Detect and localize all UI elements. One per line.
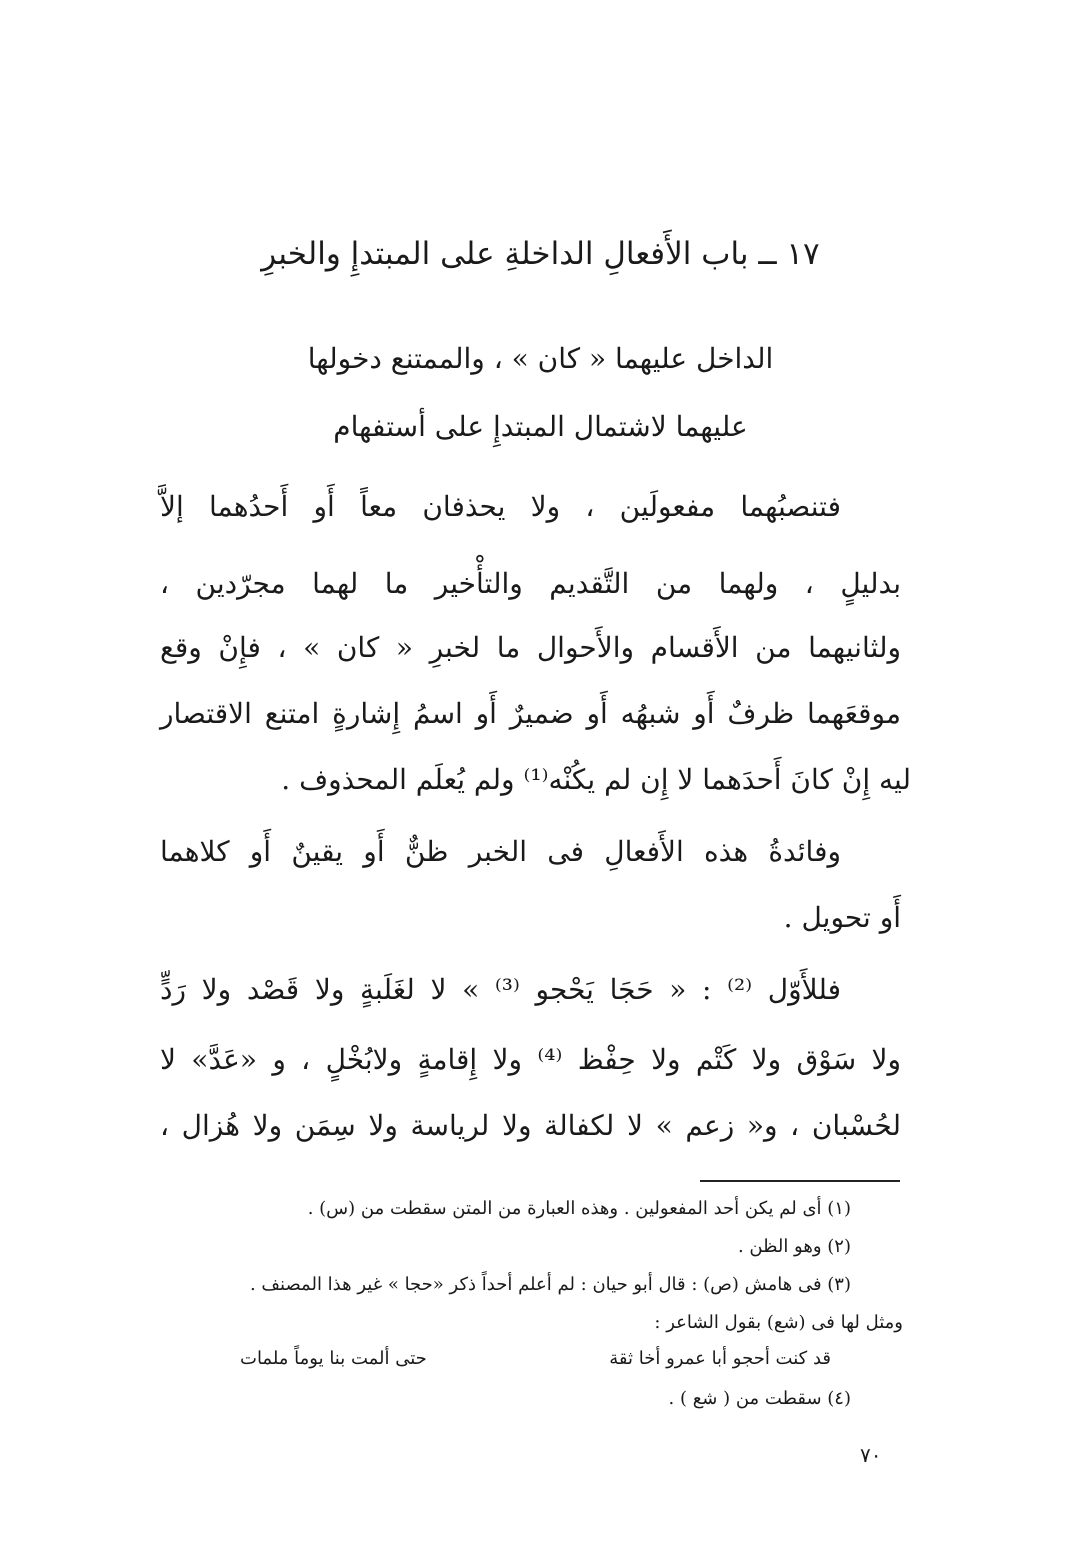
body-text-line: بدليلٍ ، ولهما من التَّقديم والتأْخير ما لهما مجرّدين ، bbox=[160, 567, 901, 600]
section-subheading-line-2: عليهما لاشتمال المبتدإِ على أستفهام bbox=[333, 410, 748, 443]
body-text-line: موقعَهما ظرفٌ أَو شبهُه أَو ضميرٌ أَو اسمُ إِشارةٍ امتنع الاقتصار bbox=[160, 697, 901, 730]
body-text-line: ولا سَوْق ولا كَتْم ولا حِفْظ ⁽⁴⁾ ولا إِقامةٍ ولابُخْلٍ ، و «عَدَّ» لا bbox=[160, 1043, 901, 1076]
footnote-3: (٣) فى هامش (ص) : قال أبو حيان : لم أعلم أحداً ذكر «حجا » غير هذا المصنف . bbox=[249, 1274, 851, 1295]
footnote-3-continuation: ومثل لها فى (شع) بقول الشاعر : bbox=[654, 1312, 903, 1333]
footnote-2: (٢) وهو الظن . bbox=[737, 1236, 851, 1257]
verse-second-hemistich: حتى ألمت بنا يوماً ملمات bbox=[240, 1348, 427, 1369]
body-text-line: وفائدةُ هذه الأَفعالِ فى الخبر ظنٌّ أَو يقينٌ أَو كلاهما bbox=[160, 835, 841, 868]
chapter-title: ١٧ ــ باب الأَفعالِ الداخلةِ على المبتدإِ والخبرِ bbox=[261, 236, 820, 272]
body-text-line: ليه إِنْ كانَ أَحدَهما لا إِن لم يكُنْه⁽¹⁾ ولم يُعلَم المحذوف . bbox=[281, 763, 911, 796]
body-text-line: أَو تحويل . bbox=[783, 901, 901, 934]
footnote-divider bbox=[700, 1180, 900, 1182]
body-text-line: لحُسْبان ، و« زعم » لا لكفالة ولا لرياسة ولا سِمَن ولا هُزال ، bbox=[160, 1109, 901, 1142]
body-text-line: فتنصبُهما مفعولَين ، ولا يحذفان معاً أَو أَحدُهما إلاَّ bbox=[160, 490, 841, 523]
section-subheading-line-1: الداخل عليهما « كان » ، والممتنع دخولها bbox=[307, 342, 774, 375]
footnote-1: (١) أى لم يكن أحد المفعولين . وهذه العبارة من المتن سقطت من (س) . bbox=[307, 1198, 851, 1219]
body-text-line: فللأَوّل ⁽²⁾ : « حَجَا يَحْجو ⁽³⁾ » لا لغَلَبةٍ ولا قَصْد ولا رَدٍّ bbox=[160, 973, 841, 1006]
page-number: ٧٠ bbox=[860, 1443, 882, 1467]
body-text-line: ولثانيهما من الأَقسام والأَحوال ما لخبرِ « كان » ، فإِنْ وقع bbox=[160, 631, 901, 664]
verse-first-hemistich: قد كنت أحجو أبا عمرو أخا ثقة bbox=[609, 1348, 831, 1369]
footnote-4: (٤) سقطت من ( شع ) . bbox=[668, 1388, 851, 1409]
